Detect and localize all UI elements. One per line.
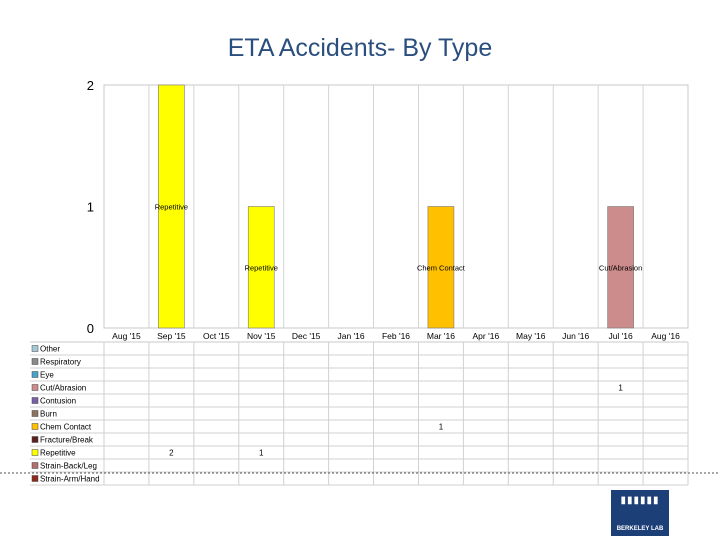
chart-title: ETA Accidents- By Type: [227, 34, 493, 62]
gridlines: [104, 85, 688, 328]
legend-label: Strain-Back/Leg: [40, 461, 97, 471]
y-tick-label: 2: [86, 78, 94, 93]
legend-swatch: [32, 398, 38, 404]
x-tick-label: May '16: [516, 331, 546, 341]
plot-area-frame: [104, 85, 688, 328]
data-table: [0, 342, 720, 485]
logo-text: BERKELEY LAB: [616, 526, 664, 532]
x-tick-label: Feb '16: [381, 331, 411, 341]
x-tick-label: Mar '16: [426, 331, 455, 341]
x-tick-label: Nov '15: [246, 331, 276, 341]
legend-swatch: [32, 385, 38, 391]
table-cell-value: 1: [259, 448, 264, 458]
x-tick-label: Oct '15: [202, 331, 230, 341]
legend-swatch: [32, 346, 38, 352]
legend-swatch: [32, 463, 38, 469]
logo-mark-icon: ▮▮▮▮▮▮: [620, 495, 660, 506]
x-tick-label: Aug '16: [651, 331, 680, 341]
x-tick-label: Sep '15: [157, 331, 186, 341]
x-tick-label: Aug '15: [112, 331, 141, 341]
legend-swatch: [32, 411, 38, 417]
legend-label: Fracture/Break: [40, 435, 93, 445]
bars: [158, 85, 633, 328]
y-tick-label: 0: [86, 321, 94, 336]
table-cell-value: 1: [618, 383, 623, 393]
legend-label: Burn: [40, 409, 57, 419]
y-tick-label: 1: [86, 199, 94, 215]
table-cell-value: 2: [169, 448, 174, 458]
x-tick-label: Jul '16: [608, 331, 633, 341]
x-tick-label: Jun '16: [562, 331, 590, 341]
legend-label: Respiratory: [40, 357, 81, 367]
bar-label: Repetitive: [244, 263, 278, 273]
y-tick-labels: [87, 78, 94, 336]
table-cell-value: 1: [438, 422, 444, 432]
legend-swatch: [32, 359, 38, 365]
legend-swatch: [32, 437, 38, 443]
legend-swatch: [32, 450, 38, 456]
legend-label: Repetitive: [40, 448, 76, 458]
x-tick-labels: [112, 331, 680, 341]
legend-label: Contusion: [40, 396, 77, 406]
bar-label: Cut/Abrasion: [598, 263, 643, 273]
legend-label: Strain-Arm/Hand: [40, 474, 100, 484]
legend-swatch: [32, 424, 38, 430]
x-tick-label: Dec '15: [291, 331, 321, 341]
legend-label: Chem Contact: [40, 422, 92, 432]
x-tick-label: Apr '16: [472, 331, 500, 341]
legend-swatch: [32, 372, 38, 378]
legend-label: Cut/Abrasion: [40, 383, 87, 393]
bar-label: Chem Contact: [416, 263, 465, 273]
bar-label: Repetitive: [154, 202, 189, 212]
bar-labels: [155, 203, 643, 273]
legend-swatch: [32, 476, 38, 482]
x-tick-label: Jan '16: [337, 331, 365, 341]
legend-label: Eye: [40, 370, 54, 380]
legend-label: Other: [40, 344, 61, 354]
berkeley-lab-logo: [611, 490, 669, 536]
